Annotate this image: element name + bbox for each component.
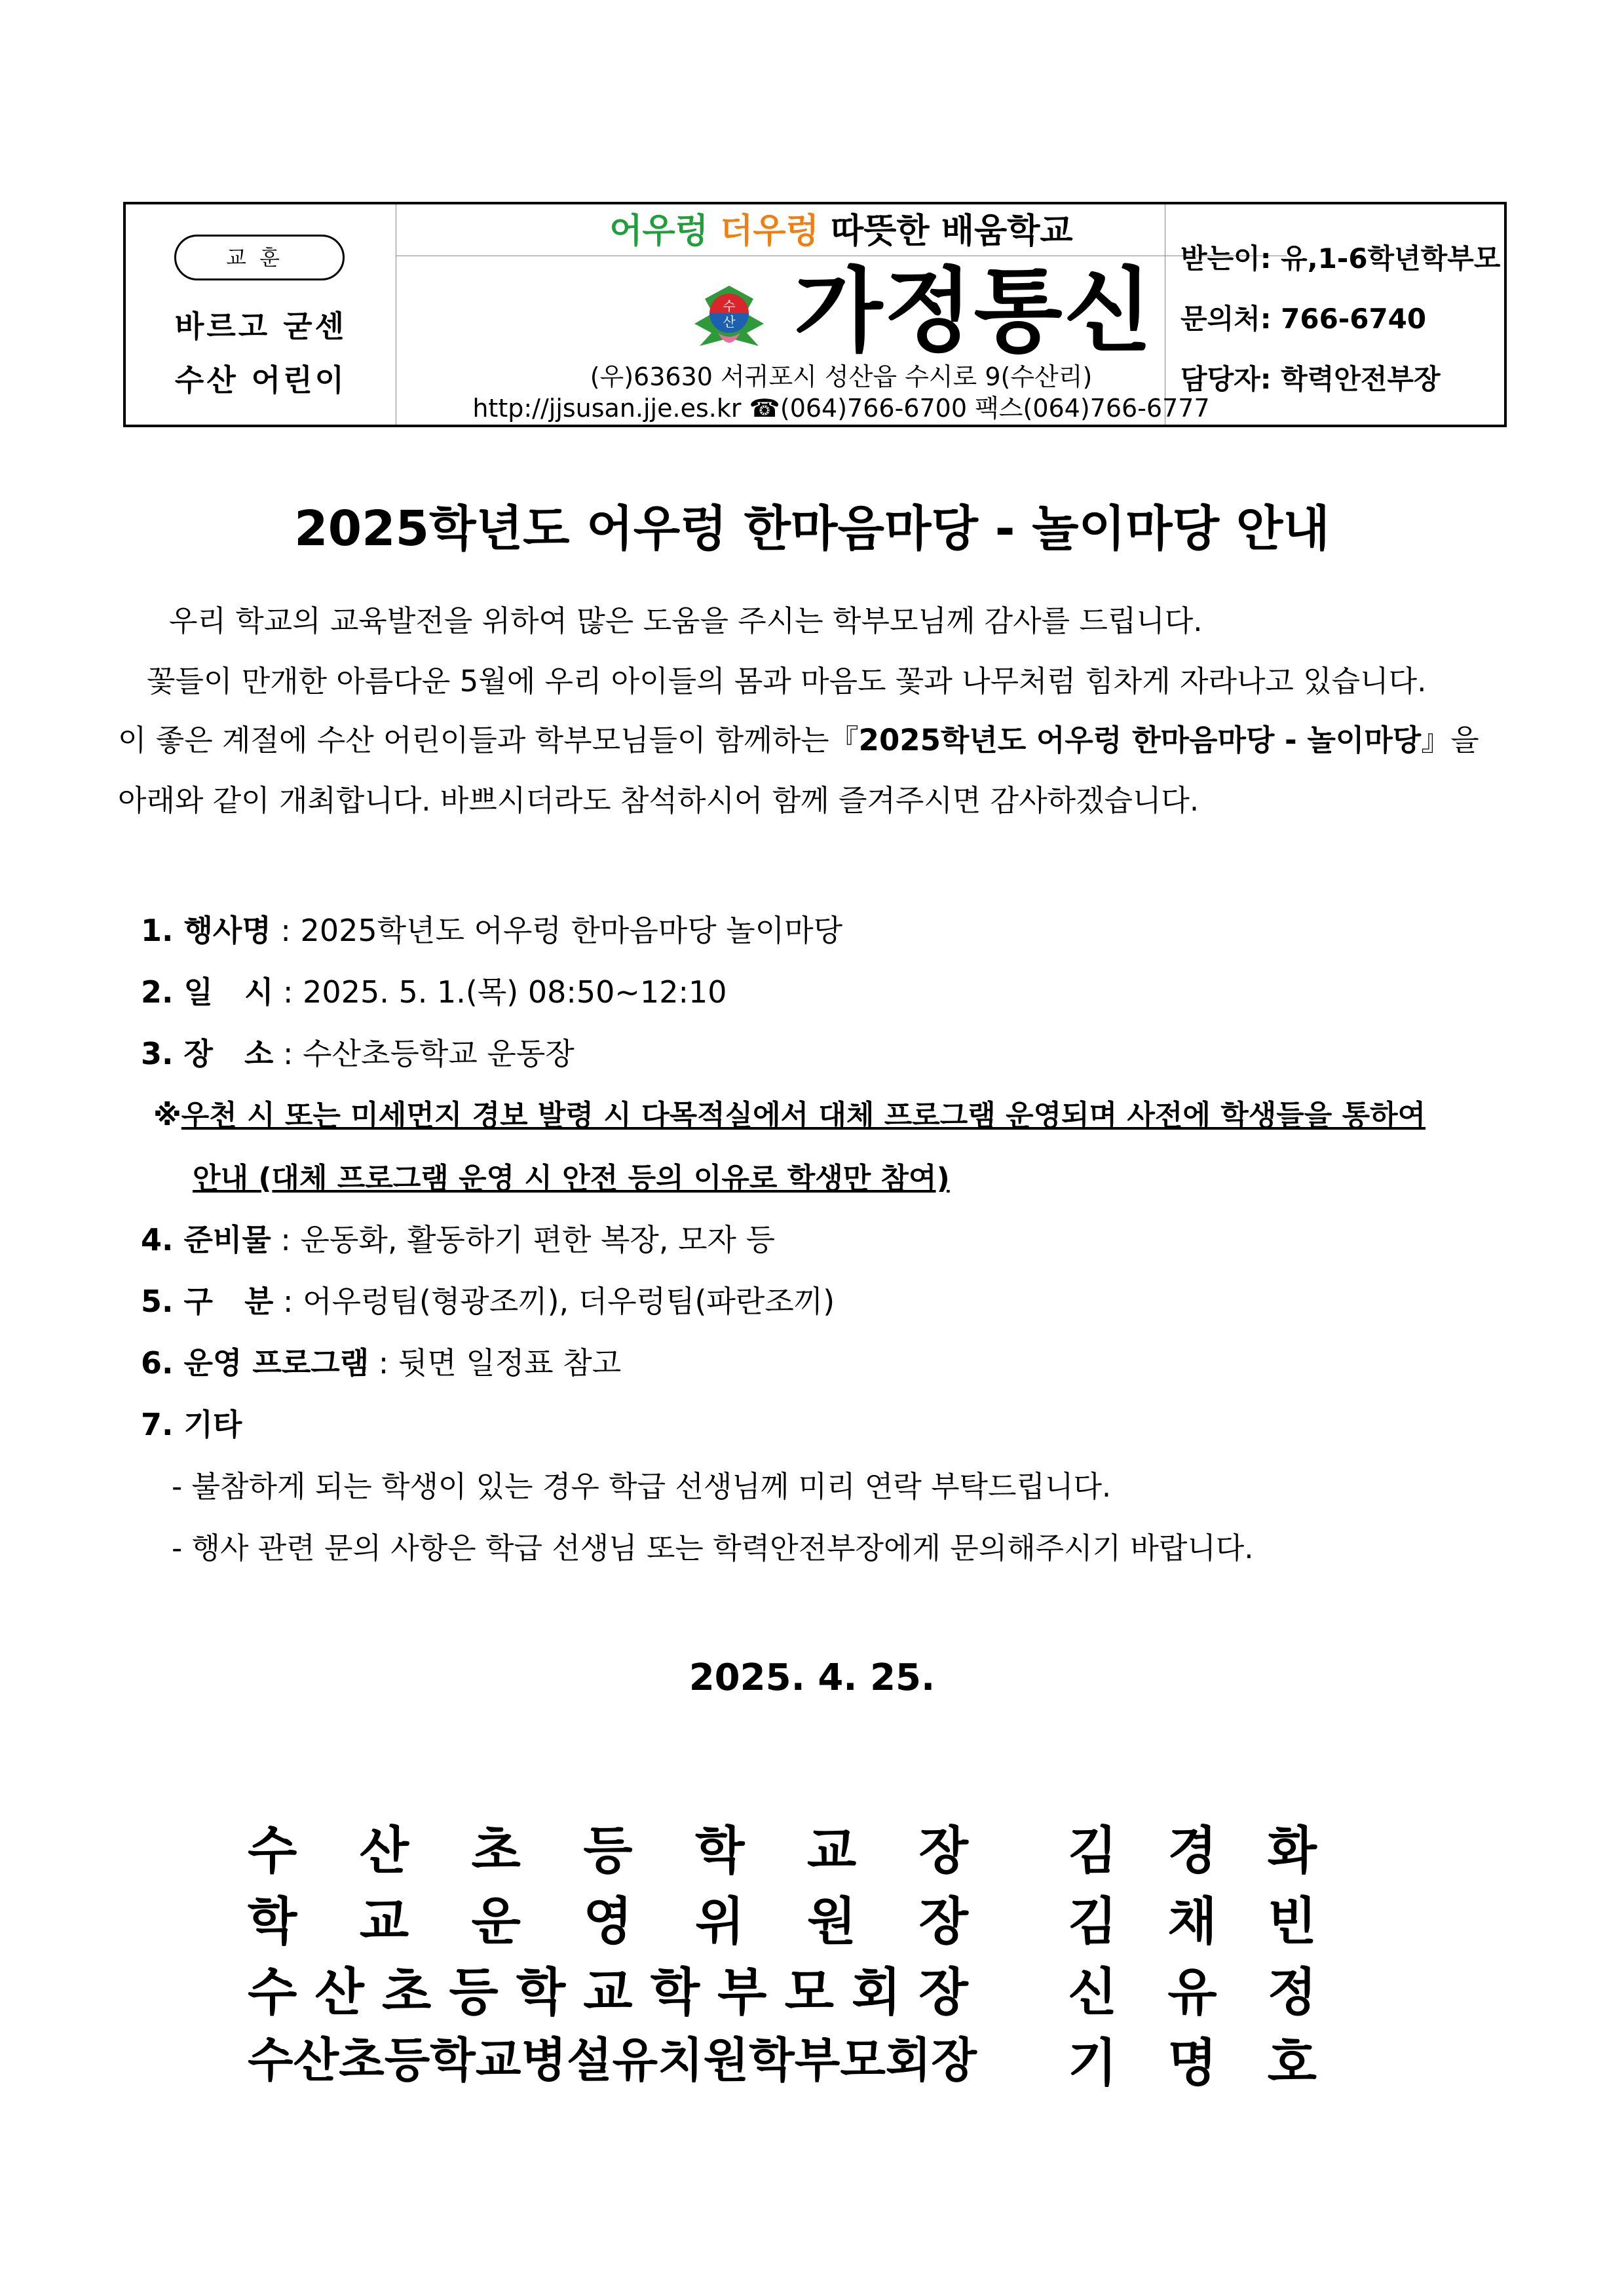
manager: 담당자: 학력안전부장 [1180, 363, 1441, 395]
motto-line-2: 수산 어린이 [174, 362, 347, 398]
signature-char: 초 [339, 2033, 385, 2088]
item-value: : 수산초등학교 운동장 [273, 1036, 575, 1071]
signature-char: 교 [359, 1892, 409, 1951]
school-address: (우)63630 서귀포시 성산읍 수시로 9(수산리) [590, 362, 1093, 391]
svg-text:수: 수 [723, 298, 736, 314]
signature-char: 영 [583, 1892, 633, 1951]
item-preparation [141, 1216, 775, 1259]
motto-label: 교훈 [174, 235, 345, 280]
item-value: : 2025. 5. 1.(목) 08:50~12:10 [273, 974, 727, 1010]
page-title: 가정통신 [794, 258, 1154, 365]
etc-line-2: - 행사 관련 문의 사항은 학급 선생님 또는 학력안전부장에게 문의해주시기 바랍니다. [172, 1531, 1254, 1565]
signature-char: 장 [918, 1892, 968, 1951]
note-mark: ※ [153, 1099, 181, 1132]
signature-char: 교 [475, 2033, 521, 2088]
signature-char: 학 [695, 1822, 745, 1881]
intro-paragraph-1: 우리 학교의 교육발전을 위하여 많은 도움을 주시는 학부모님께 감사를 드립니다. [169, 603, 1203, 638]
item-label: 2. 일 시 [141, 974, 274, 1010]
note-text-1: 우천 시 또는 미세먼지 경보 발령 시 다목적실에서 대체 프로그램 운영되며 사전에 학생들을 통하여 [181, 1099, 1426, 1132]
signature-char: 수 [248, 1963, 297, 2022]
signature-char: 운 [471, 1892, 521, 1951]
signature-char: 산 [314, 1963, 364, 2022]
signature-char: 산 [359, 1822, 409, 1881]
signature-char: 원 [806, 1892, 857, 1951]
signature-char: 채 [1167, 1892, 1217, 1951]
school-slogan [396, 207, 1287, 256]
signature-char: 명 [1167, 2034, 1217, 2093]
signature-char: 교 [583, 1963, 633, 2022]
signature-char: 회 [852, 1963, 901, 2022]
issue-date: 2025. 4. 25. [689, 1656, 935, 1699]
item-place [141, 1030, 575, 1073]
signature-char: 등 [384, 2033, 430, 2088]
item-etc [141, 1401, 242, 1444]
signature-char: 기 [1068, 2034, 1118, 2093]
signature-char: 신 [1068, 1963, 1118, 2022]
slogan-rest: 따뜻한 배움학교 [830, 212, 1073, 251]
recipient: 받는이: 유,1-6학년학부모 [1180, 242, 1501, 275]
signature-name-4 [1068, 2022, 1317, 2095]
signature-char: 산 [293, 2033, 339, 2088]
signature-char: 유 [1167, 1963, 1217, 2022]
signature-char: 유 [612, 2033, 658, 2088]
signature-char: 위 [695, 1892, 745, 1951]
inquiry-number: 문의처: 766-6740 [1180, 303, 1427, 335]
item-event-name [141, 907, 842, 950]
header-box [123, 202, 1507, 427]
signature-title-4 [248, 2022, 977, 2090]
signature-name-3 [1068, 1951, 1317, 2025]
intro-line-2-post: 』을 [1421, 723, 1479, 757]
signature-char: 병 [521, 2033, 567, 2088]
signature-char: 부 [717, 1963, 767, 2022]
signature-char: 학 [650, 1963, 700, 2022]
signature-char: 수 [248, 2033, 293, 2088]
intro-paragraph-2-line-2 [118, 721, 1479, 760]
item-value: : 뒷면 일정표 참고 [369, 1345, 622, 1381]
signature-char: 김 [1068, 1892, 1118, 1951]
svg-text:산: 산 [723, 314, 736, 330]
etc-line-1: - 불참하게 되는 학생이 있는 경우 학급 선생님께 미리 연락 부탁드립니다. [172, 1469, 1112, 1504]
signature-name-1 [1068, 1810, 1317, 1883]
signature-char: 학 [248, 1892, 297, 1951]
signature-char: 장 [918, 1822, 968, 1881]
item-label: 1. 행사명 [141, 913, 271, 948]
item-label: 6. 운영 프로그램 [141, 1345, 369, 1381]
item-label: 4. 준비물 [141, 1222, 271, 1257]
signature-char: 등 [449, 1963, 499, 2022]
signature-char: 초 [381, 1963, 432, 2022]
signature-char: 등 [583, 1822, 633, 1881]
document-title: 2025학년도 어우렁 한마음마당 - 놀이마당 안내 [294, 501, 1330, 557]
signature-char: 원 [703, 2033, 749, 2088]
signature-title-2 [248, 1881, 968, 1954]
signature-char: 학 [516, 1963, 566, 2022]
signature-char: 학 [430, 2033, 476, 2088]
motto-line-1: 바르고 굳센 [174, 309, 347, 344]
item-datetime [141, 968, 727, 1012]
slogan-green: 어우렁 [609, 212, 709, 251]
signature-char: 화 [1267, 1822, 1317, 1881]
item-label: 3. 장 소 [141, 1036, 274, 1071]
signature-char: 장 [931, 2033, 977, 2088]
slogan-orange: 더우렁 [720, 212, 819, 251]
school-contact: http://jjsusan.jje.es.kr ☎(064)766-6700 팩스(064)766-6777 [472, 394, 1210, 423]
item-division [141, 1278, 835, 1321]
signature-char: 김 [1068, 1822, 1118, 1881]
signature-title-3 [248, 1951, 968, 2025]
signature-char: 장 [918, 1963, 968, 2022]
school-emblem-icon [687, 273, 772, 358]
signature-char: 정 [1267, 1963, 1317, 2022]
signature-char: 빈 [1267, 1892, 1317, 1951]
signature-char: 학 [749, 2033, 795, 2088]
signature-char: 치 [658, 2033, 704, 2088]
intro-line-2-pre: 이 좋은 계절에 수산 어린이들과 학부모님들이 함께하는『 [118, 723, 859, 757]
signature-name-2 [1068, 1881, 1317, 1954]
signature-char: 교 [806, 1822, 857, 1881]
signature-char: 회 [885, 2033, 932, 2088]
signature-char: 설 [566, 2033, 613, 2088]
item-value: : 2025학년도 어우렁 한마음마당 놀이마당 [271, 913, 843, 948]
signature-char: 모 [784, 1963, 834, 2022]
rain-note-line-1 [153, 1092, 1426, 1134]
signature-char: 수 [248, 1822, 297, 1881]
signature-char: 부 [794, 2033, 840, 2088]
item-label: 5. 구 분 [141, 1284, 274, 1319]
item-program [141, 1339, 621, 1383]
item-value: : 운동화, 활동하기 편한 복장, 모자 등 [271, 1222, 776, 1257]
signature-char: 경 [1167, 1822, 1217, 1881]
signature-title-1 [248, 1810, 968, 1883]
rain-note-line-2: 안내 (대체 프로그램 운영 시 안전 등의 이유로 학생만 참여) [193, 1162, 950, 1195]
signature-char: 호 [1267, 2034, 1317, 2093]
signature-char: 모 [840, 2033, 886, 2088]
signature-char: 초 [471, 1822, 521, 1881]
intro-paragraph-2-line-3: 아래와 같이 개최합니다. 바쁘시더라도 참석하시어 함께 즐겨주시면 감사하겠습니다. [118, 783, 1199, 818]
item-label: 7. 기타 [141, 1407, 242, 1442]
intro-paragraph-2-line-1: 꽃들이 만개한 아름다운 5월에 우리 아이들의 몸과 마음도 꽃과 나무처럼 힘차게 자라나고 있습니다. [147, 664, 1427, 698]
event-name-bold: 2025학년도 어우렁 한마음마당 - 놀이마당 [858, 723, 1422, 757]
item-value: : 어우렁팀(형광조끼), 더우렁팀(파란조끼) [273, 1284, 835, 1319]
